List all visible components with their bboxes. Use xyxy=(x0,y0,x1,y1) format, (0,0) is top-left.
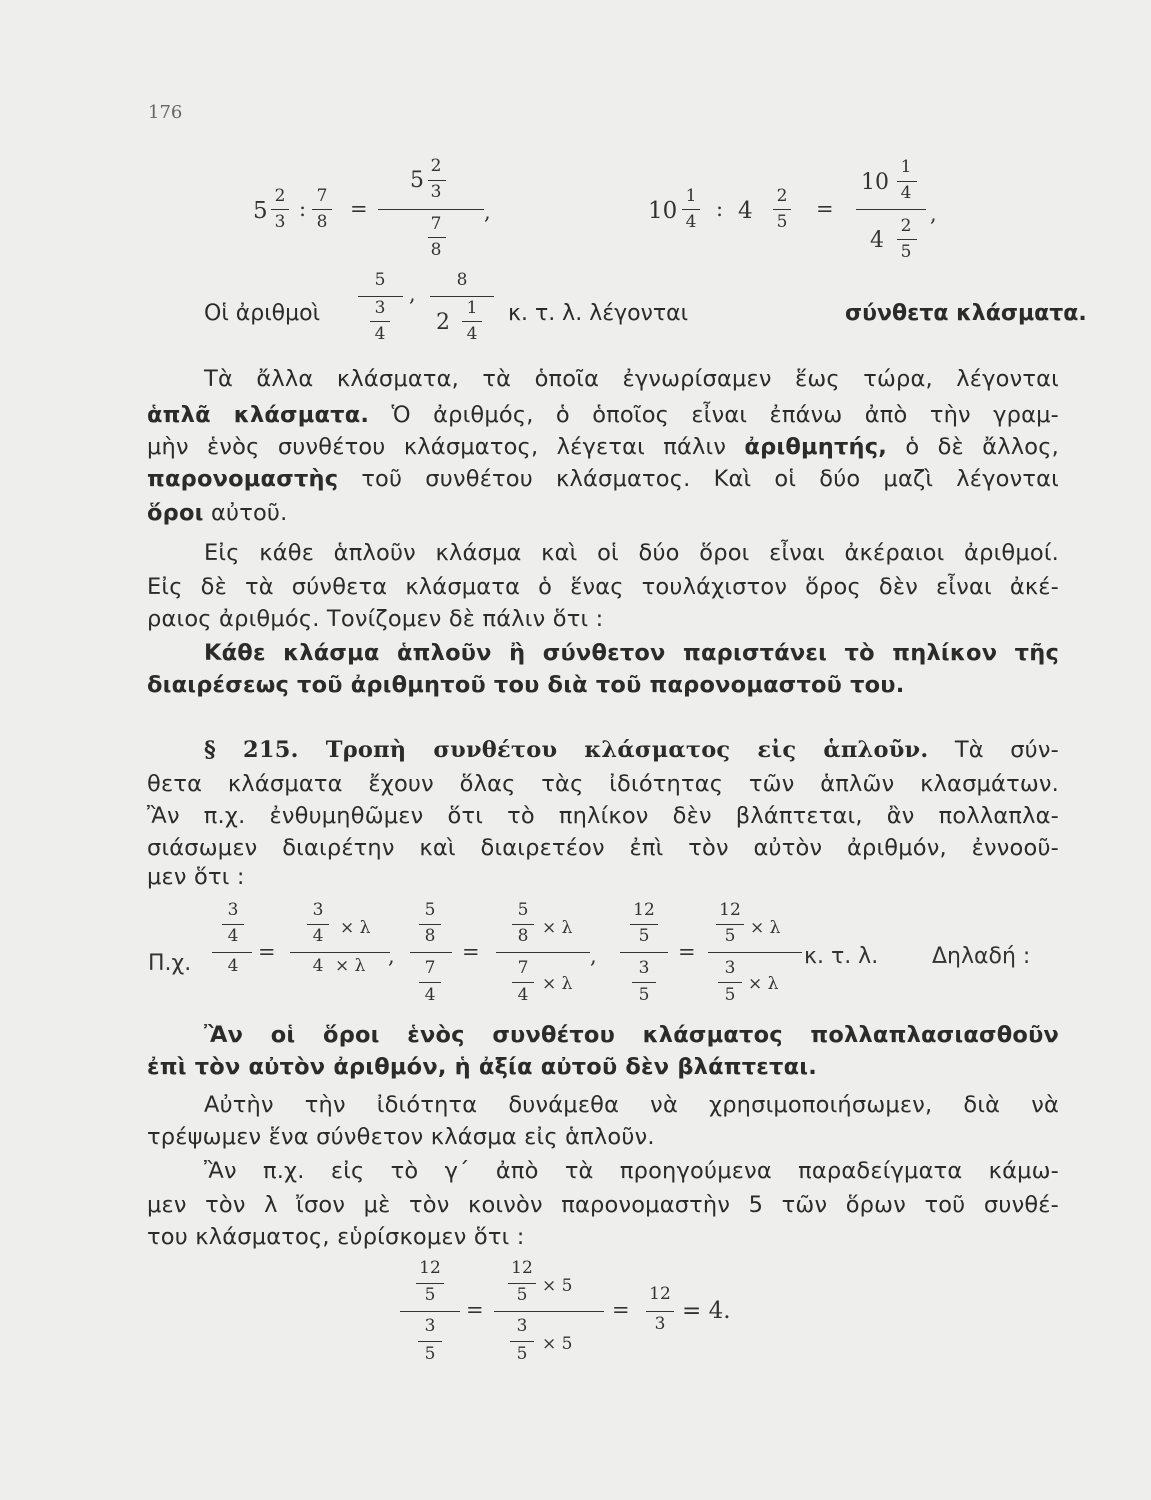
f1-bot-bar xyxy=(428,237,446,238)
p1-line-3 xyxy=(147,434,1059,460)
ex-eq-3: = xyxy=(678,940,696,964)
f1-top-bar xyxy=(428,180,446,181)
f2-main-bar xyxy=(856,209,926,210)
p3-line-2: τρέψωμεν ἕνα σύνθετον κλάσμα εἰς ἁπλοῦν. xyxy=(147,1124,655,1150)
ex-g3-r-d: 5 xyxy=(724,985,736,1005)
f2-top-whole: 10 xyxy=(861,170,889,195)
nl-b-bar xyxy=(430,296,494,297)
section-line-3: Ἂν π.χ. ἐνθυμηθῶμεν ὅτι τὸ πηλίκον δὲν βλάπτεται, ἂν πολλαπλα- xyxy=(147,803,1059,829)
ex-g2-l-c: 7 xyxy=(424,958,436,978)
nl-b-subbar xyxy=(462,321,482,322)
ex-comma-1: , xyxy=(388,944,395,968)
f1-rhs-bar xyxy=(312,209,332,210)
fin-m-main-bar xyxy=(494,1311,604,1312)
ex-g3-r-c: 3 xyxy=(724,958,736,978)
ex-g1-l-c: 4 xyxy=(227,956,239,976)
f1-lhs-whole: 5 xyxy=(253,198,268,224)
example-lead: Π.χ. xyxy=(148,951,192,976)
p2-line-3: ραιος ἀριθμός. Τονίζομεν δὲ πάλιν ὅτι : xyxy=(147,606,604,632)
section-line-1 xyxy=(204,737,1059,763)
numbers-mid: κ. τ. λ. λέγονται xyxy=(508,301,689,326)
ex-g1-l-b: 4 xyxy=(227,926,239,946)
f2-colon: : xyxy=(716,197,724,221)
ex-g2-l-a: 5 xyxy=(424,900,436,920)
p2-line-4: Κάθε κλάσμα ἁπλοῦν ἢ σύνθετον παριστάνει τὸ πηλίκον τῆς xyxy=(204,640,1059,666)
f2-b-whole: 4 xyxy=(738,198,753,224)
p1-line-3-a: μὴν ἑνὸς συνθέτου κλάσματος, λέγεται πάλιν xyxy=(147,434,727,460)
fin-r-b: 3 xyxy=(654,1314,666,1334)
f2-top-num: 1 xyxy=(900,157,912,177)
f1-top-num: 2 xyxy=(430,156,442,176)
ex-g3-r-a: 12 xyxy=(719,900,741,920)
ex-g2-r-times-bot: × λ xyxy=(542,974,573,994)
nl-a-num: 3 xyxy=(374,298,386,318)
f2-a-den: 4 xyxy=(685,212,697,232)
p2-line-5: διαιρέσεως τοῦ ἀριθμητοῦ του διὰ τοῦ παρονομαστοῦ του. xyxy=(147,672,905,698)
fin-l-c: 3 xyxy=(424,1316,436,1336)
f1-rhs-num: 7 xyxy=(316,186,328,206)
ex-g2-l-b: 8 xyxy=(424,926,436,946)
section-line-1-rest: Τὰ σύν- xyxy=(954,737,1059,763)
page-number: 176 xyxy=(148,102,183,123)
p2-line-1: Εἰς κάθε ἁπλοῦν κλάσμα καὶ οἱ δύο ὅροι εἶναι ἀκέραιοι ἀριθμοί. xyxy=(204,540,1059,566)
ex-g2-r-main-bar xyxy=(496,952,590,953)
nl-b-num: 1 xyxy=(466,298,478,318)
fin-l-b: 5 xyxy=(424,1285,436,1305)
nl-a-top: 5 xyxy=(374,270,386,290)
ex-g3-r-bar-c xyxy=(718,982,742,983)
example-dilady: Δηλαδή : xyxy=(932,944,1031,969)
f1-lhs-num: 2 xyxy=(274,186,286,206)
f2-top-den: 4 xyxy=(900,183,912,203)
ex-g1-r-a: 3 xyxy=(312,900,324,920)
section-heading: § 215. Τροπὴ συνθέτου κλάσματος εἰς ἁπλοῦν. xyxy=(204,737,929,763)
f1-lhs-bar xyxy=(271,209,289,210)
fin-m-bar-c xyxy=(510,1341,534,1342)
p1-line-5-bold: ὅροι xyxy=(147,500,204,526)
nl-comma: , xyxy=(409,282,416,306)
nl-a-subbar xyxy=(370,321,390,322)
f2-bot-num: 2 xyxy=(900,216,912,236)
f2-bot-den: 5 xyxy=(900,242,912,262)
ex-eq-1: = xyxy=(258,940,276,964)
rule-line-1: Ἂν οἱ ὅροι ἑνὸς συνθέτου κλάσματος πολλαπλασιασθοῦν xyxy=(204,1022,1059,1048)
fin-l-bar-c xyxy=(418,1341,442,1342)
ex-g3-l-a: 12 xyxy=(633,900,655,920)
ex-g3-l-bar-c xyxy=(632,982,656,983)
nl-b-top: 8 xyxy=(456,270,468,290)
f1-lhs-den: 3 xyxy=(274,212,286,232)
ex-g3-l-main-bar xyxy=(620,952,668,953)
f2-b-den: 5 xyxy=(776,212,788,232)
fin-eq-2: = xyxy=(612,1298,630,1322)
rule-line-2: ἐπὶ τὸν αὐτὸν ἀριθμόν, ἡ ἀξία αὐτοῦ δὲν βλάπτεται. xyxy=(147,1054,817,1080)
ex-g3-l-d: 5 xyxy=(638,985,650,1005)
f1-top-den: 3 xyxy=(430,182,442,202)
p3-line-1: Αὐτὴν τὴν ἰδιότητα δυνάμεθα νὰ χρησιμοποιήσωμεν, διὰ νὰ xyxy=(204,1092,1059,1118)
p1-line-2-rest: Ὁ ἀριθμός, ὁ ὁποῖος εἶναι ἐπάνω ἀπὸ τὴν γραμ- xyxy=(391,402,1059,428)
ex-g1-r-c: 4 xyxy=(312,956,324,976)
f2-eq: = xyxy=(816,197,834,221)
f2-bot-bar xyxy=(897,239,917,240)
fin-m-times-top: × 5 xyxy=(542,1276,573,1296)
nl-a-den: 4 xyxy=(374,324,386,344)
fin-m-a: 12 xyxy=(511,1258,533,1278)
p1-line-2-bold: ἁπλᾶ κλάσματα. xyxy=(147,402,370,428)
fin-l-a: 12 xyxy=(419,1258,441,1278)
fin-r-bar xyxy=(646,1311,674,1312)
ex-g1-r-main-bar xyxy=(290,952,390,953)
section-line-4: σιάσωμεν διαιρέτην καὶ διαιρετέον ἐπὶ τὸν αὐτὸν ἀριθμόν, ἐννοοῦ- xyxy=(147,835,1059,861)
f2-b-bar xyxy=(773,209,791,210)
nl-b-whole: 2 xyxy=(436,310,450,335)
ex-g2-l-d: 4 xyxy=(424,985,436,1005)
ex-g3-l-bar-a xyxy=(630,924,658,925)
f2-b-num: 2 xyxy=(776,186,788,206)
ex-g2-l-main-bar xyxy=(410,952,452,953)
ex-g2-r-bar-c xyxy=(512,982,534,983)
p4-line-2: μεν τὸν λ ἴσον μὲ τὸν κοινὸν παρονομαστὴν 5 τῶν ὅρων τοῦ συνθέ- xyxy=(147,1192,1059,1218)
ex-g1-r-bar-a xyxy=(307,924,329,925)
p1-line-3-bold: ἀριθμητής, xyxy=(744,434,888,460)
f1-bot-den: 8 xyxy=(430,240,442,260)
fin-m-b: 5 xyxy=(516,1285,528,1305)
fin-m-bar-a xyxy=(508,1283,536,1284)
p1-line-5-rest: αὐτοῦ. xyxy=(210,500,288,526)
ex-g2-l-bar-c xyxy=(419,982,441,983)
p1-line-5 xyxy=(147,500,1059,526)
fin-eq-1: = xyxy=(466,1298,484,1322)
f2-a-whole: 10 xyxy=(648,198,678,224)
f1-comma: , xyxy=(484,200,491,224)
section-line-2: θετα κλάσματα ἔχουν ὅλας τὰς ἰδιότητας τῶν ἁπλῶν κλασμάτων. xyxy=(147,771,1059,797)
f1-top-whole: 5 xyxy=(410,168,424,193)
ex-g1-r-b: 4 xyxy=(312,926,324,946)
p1-line-1: Τὰ ἄλλα κλάσματα, τὰ ὁποῖα ἐγνωρίσαμεν ἕως τώρα, λέγονται xyxy=(204,366,1059,392)
p4-line-3: του κλάσματος, εὑρίσκομεν ὅτι : xyxy=(147,1224,525,1250)
f1-main-bar xyxy=(378,209,484,210)
p1-line-4 xyxy=(147,466,1059,492)
p1-line-4-rest: τοῦ συνθέτου κλάσματος. Καὶ οἱ δύο μαζὶ λέγονται xyxy=(361,466,1059,492)
ex-g3-r-times-bot: × λ xyxy=(748,974,779,994)
nl-a-bar xyxy=(358,296,403,297)
f2-a-num: 1 xyxy=(685,186,697,206)
ex-g2-l-bar-a xyxy=(419,924,441,925)
p1-line-3-b: ὁ δὲ ἄλλος, xyxy=(905,434,1059,460)
ex-g1-l-a: 3 xyxy=(227,900,239,920)
ex-g3-r-b: 5 xyxy=(724,926,736,946)
fin-l-d: 5 xyxy=(424,1344,436,1364)
fin-m-c: 3 xyxy=(516,1316,528,1336)
ex-g3-l-c: 3 xyxy=(638,958,650,978)
ex-eq-2: = xyxy=(462,940,480,964)
ex-g3-r-main-bar xyxy=(708,952,802,953)
f1-eq: = xyxy=(350,197,368,221)
f2-a-bar xyxy=(682,209,700,210)
f2-comma: , xyxy=(930,202,937,226)
f1-rhs-den: 8 xyxy=(316,212,328,232)
p2-line-2: Εἰς δὲ τὰ σύνθετα κλάσματα ὁ ἕνας τουλάχιστον ὅρος δὲν εἶναι ἀκέ- xyxy=(147,574,1059,600)
f1-bot-num: 7 xyxy=(430,214,442,234)
ex-g3-l-b: 5 xyxy=(638,926,650,946)
f1-colon: : xyxy=(299,197,307,221)
fin-l-main-bar xyxy=(400,1311,460,1312)
ex-g3-r-bar-a xyxy=(716,924,744,925)
f2-bot-whole: 4 xyxy=(870,228,884,253)
ex-g2-r-c: 7 xyxy=(517,958,529,978)
fin-l-bar-a xyxy=(416,1283,444,1284)
ex-g2-r-a: 5 xyxy=(517,900,529,920)
numbers-lead: Οἱ ἀριθμοὶ xyxy=(204,301,321,326)
fin-m-d: 5 xyxy=(516,1344,528,1364)
ex-g2-r-times-top: × λ xyxy=(542,918,573,938)
nl-b-den: 4 xyxy=(466,324,478,344)
ex-g2-r-bar-a xyxy=(512,924,534,925)
section-line-5: μεν ὅτι : xyxy=(147,864,245,890)
ex-g1-l-bar-a xyxy=(222,924,244,925)
ex-g3-r-times-top: × λ xyxy=(750,918,781,938)
ex-g2-r-d: 4 xyxy=(517,985,529,1005)
p1-line-4-bold: παρονομαστὴς xyxy=(147,466,339,492)
ex-g2-r-b: 8 xyxy=(517,926,529,946)
p1-line-2 xyxy=(147,402,1059,428)
fin-m-times-bot: × 5 xyxy=(542,1334,573,1354)
p4-line-1: Ἂν π.χ. εἰς τὸ γ΄ ἀπὸ τὰ προηγούμενα παραδείγματα κάμω- xyxy=(204,1158,1059,1184)
ex-g1-r-times-top: × λ xyxy=(340,918,371,938)
example-tail: κ. τ. λ. xyxy=(804,944,879,969)
ex-g1-r-times-bot: × λ xyxy=(335,956,366,976)
fin-result: = 4. xyxy=(682,1298,731,1324)
ex-comma-2: , xyxy=(590,944,597,968)
f2-top-bar xyxy=(897,181,917,182)
fin-r-a: 12 xyxy=(649,1284,671,1304)
ex-g1-l-main-bar xyxy=(212,952,252,953)
numbers-bold: σύνθετα κλάσματα. xyxy=(845,301,1087,326)
